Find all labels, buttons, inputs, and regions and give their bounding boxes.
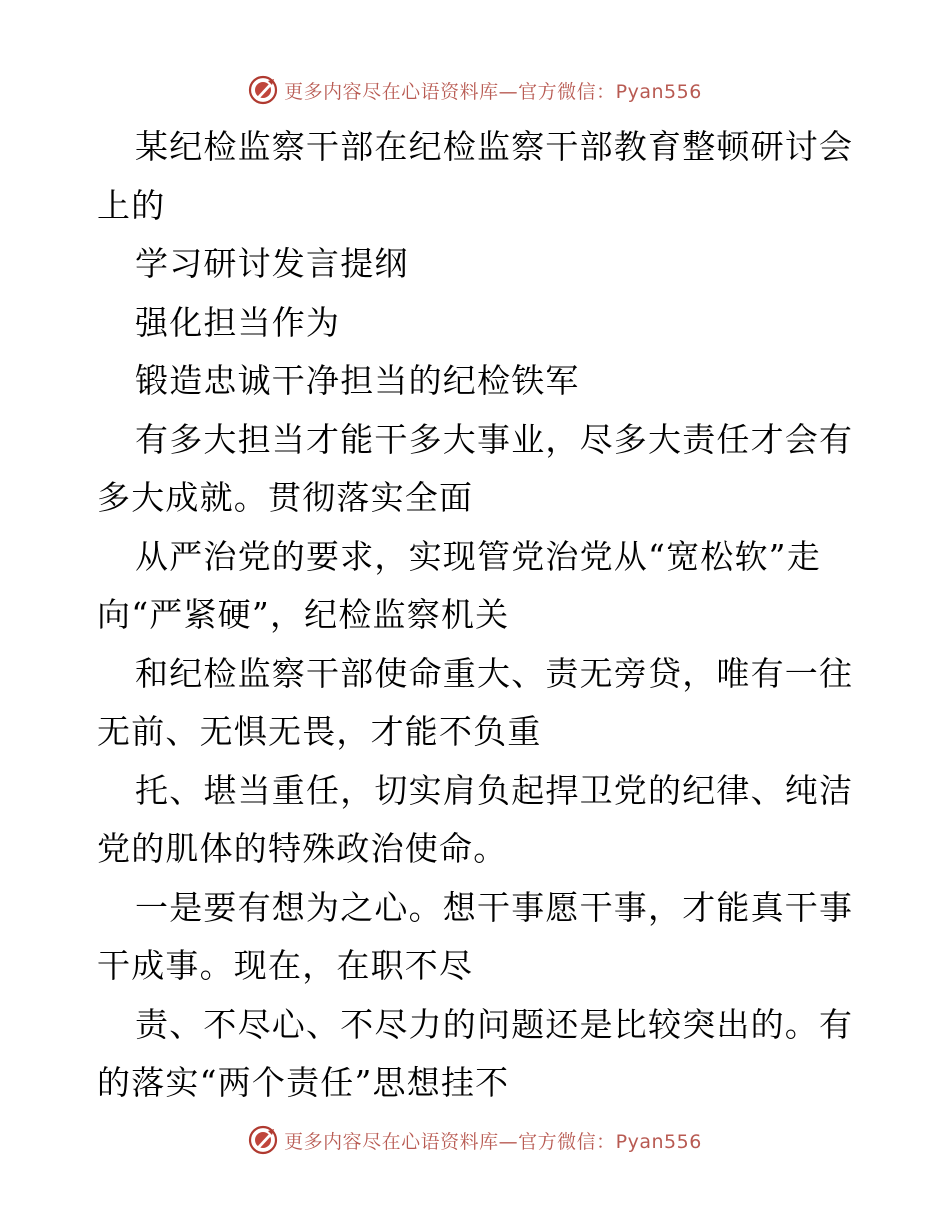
text-line: 锻造忠诚干净担当的纪检铁军 — [135, 361, 580, 400]
text-line: 上的 — [97, 185, 166, 225]
text-line: 多大成就。贯彻落实全面 — [97, 478, 474, 517]
text-line: 某纪检监察干部在纪检监察干部教育整顿研讨会 — [135, 127, 854, 166]
text-line: 学习研讨发言提纲 — [135, 244, 409, 283]
text-line: 党的肌体的特殊政治使命。 — [97, 829, 508, 868]
text-line: 从严治党的要求，实现管党治党从“宽松软”走 — [135, 536, 821, 576]
text-line: 向“严紧硬”，纪检监察机关 — [97, 595, 510, 634]
pen-logo-icon — [248, 1125, 278, 1155]
text-line: 无前、无惧无畏，才能不负重 — [97, 712, 542, 751]
text-line: 责、不尽心、不尽力的问题还是比较突出的。有 — [135, 1004, 854, 1044]
header-watermark — [0, 70, 950, 110]
footer-watermark — [0, 1120, 950, 1160]
document-body — [97, 118, 857, 1113]
text-line: 托、堪当重任，切实肩负起捍卫党的纪律、纯洁 — [135, 770, 854, 810]
text-line: 干成事。现在，在职不尽 — [97, 946, 474, 985]
text-line: 的落实“两个责任”思想挂不 — [97, 1063, 510, 1102]
watermark-text: 更多内容尽在心语资料库—官方微信：Pyan556 — [284, 80, 702, 103]
pen-logo-icon — [248, 75, 278, 105]
watermark-text: 更多内容尽在心语资料库—官方微信：Pyan556 — [284, 1130, 702, 1153]
text-line: 和纪检监察干部使命重大、责无旁贷，唯有一往 — [135, 653, 854, 693]
text-line: 强化担当作为 — [135, 302, 341, 342]
text-line: 一是要有想为之心。想干事愿干事，才能真干事 — [135, 887, 854, 927]
text-line: 有多大担当才能干多大事业，尽多大责任才会有 — [135, 419, 854, 459]
